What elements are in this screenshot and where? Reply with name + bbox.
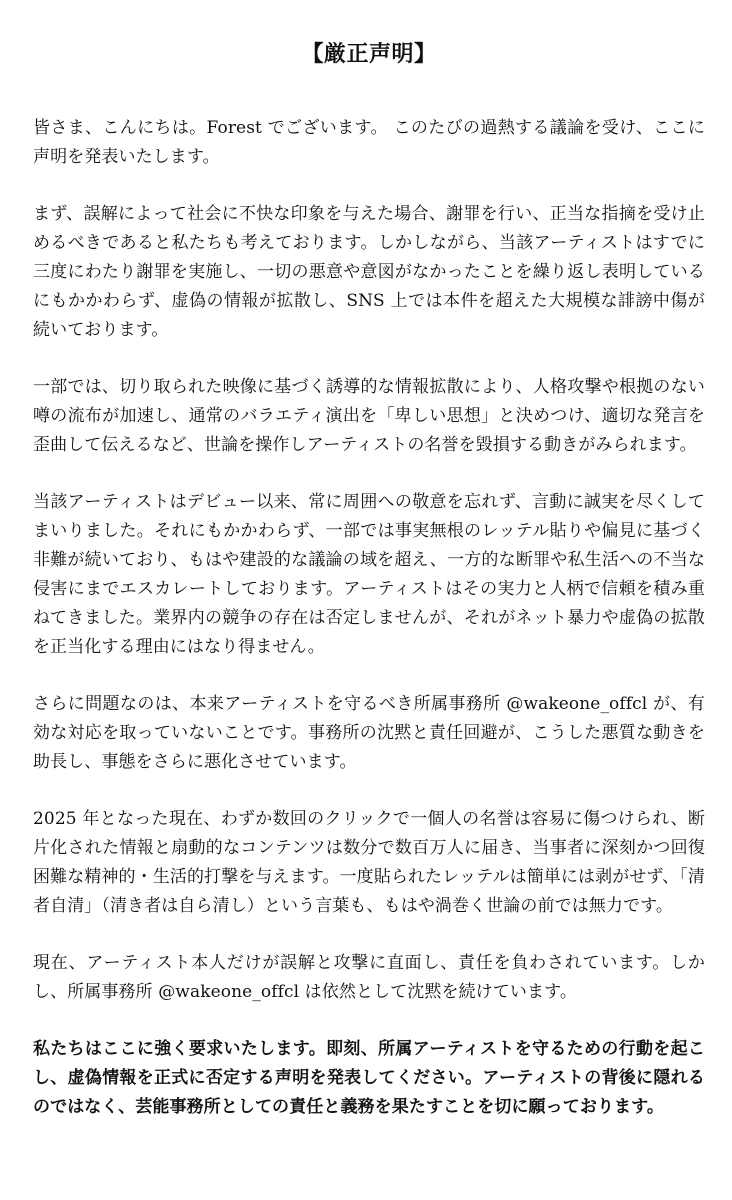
- paragraph-greeting: 皆さま、こんにちは。Forest でございます。 このたびの過熱する議論を受け、ここに声明を発表いたします。: [33, 118, 705, 167]
- statement-title: 【厳正声明】: [301, 41, 437, 67]
- paragraph-online-harm: 2025 年となった現在、わずか数回のクリックで一個人の名誉は容易に傷つけられ、断片化された情報と扇動的なコンテンツは数分で数百万人に届き、当事者に深刻かつ回復困難な精神的・生活的打撃を与えます。一度貼られたレッテルは簡単には剥がせず、「清者自清」（清き者は自ら清し）という言葉も、もはや渦巻く世論の前では無力です。: [33, 809, 705, 916]
- paragraph-agency-criticism: さらに問題なのは、本来アーティストを守るべき所属事務所 @wakeone_offcl が、有効な対応を取っていないことです。事務所の沈黙と責任回避が、こうした悪質な動きを助長し、事態をさらに悪化させています。: [33, 694, 705, 772]
- paragraph-artist-integrity: 当該アーティストはデビュー以来、常に周囲への敬意を忘れず、言動に誠実を尽くしてまいりました。それにもかかわらず、一部では事実無根のレッテル貼りや偏見に基づく非難が続いており、もはや建設的な議論の域を超え、一方的な断罪や私生活への不当な侵害にまでエスカレートしております。アーティストはその実力と人柄で信頼を積み重ねてきました。業界内の競争の存在は否定しませんが、それがネット暴力や虚偽の拡散を正当化する理由にはなり得ません。: [33, 492, 705, 657]
- paragraph-apology: まず、誤解によって社会に不快な印象を与えた場合、謝罪を行い、正当な指摘を受け止めるべきであると私たちも考えております。しかしながら、当該アーティストはすでに三度にわたり謝罪を実施し、一切の悪意や意図がなかったことを繰り返し表明しているにもかかわらず、虚偽の情報が拡散し、SNS 上では本件を超えた大規模な誹謗中傷が続いております。: [33, 204, 705, 340]
- paragraph-misinformation: 一部では、切り取られた映像に基づく誘導的な情報拡散により、人格攻撃や根拠のない噂の流布が加速し、通常のバラエティ演出を「卑しい思想」と決めつけ、適切な発言を歪曲して伝えるなど、世論を操作しアーティストの名誉を毀損する動きがみられます。: [33, 377, 705, 455]
- paragraph-agency-silence: 現在、アーティスト本人だけが誤解と攻撃に直面し、責任を負わされています。しかし、所属事務所 @wakeone_offcl は依然として沈黙を続けています。: [33, 953, 705, 1002]
- paragraph-demand: 私たちはここに強く要求いたします。即刻、所属アーティストを守るための行動を起こし、虚偽情報を正式に否定する声明を発表してください。アーティストの背後に隠れるのではなく、芸能事務所としての責任と義務を果たすことを切に願っております。: [33, 1039, 705, 1117]
